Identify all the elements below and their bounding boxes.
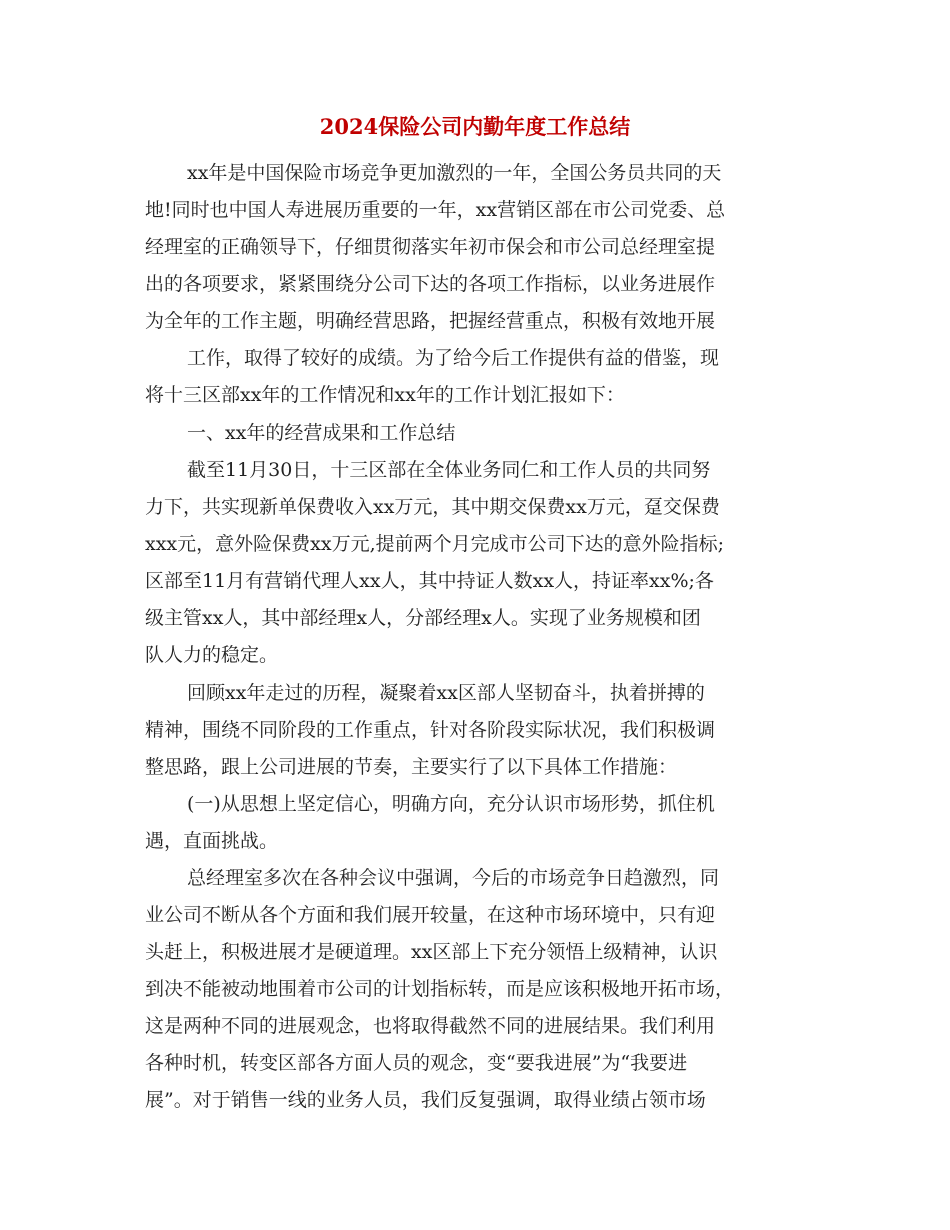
text-line-19: 遇，直面挑战。 (145, 830, 279, 852)
text-line-10: 力下，共实现新单保费收入xx万元，其中期交保费xx万元，趸交保费 (145, 496, 720, 518)
document-title: 2024保险公司内勤年度工作总结 (319, 114, 631, 139)
text-line-20: 总经理室多次在各种会议中强调，今后的市场竞争日趋激烈，同 (187, 867, 720, 889)
text-line-21: 业公司不断从各个方面和我们展开较量，在这种市场环境中，只有迎 (145, 904, 716, 926)
text-line-6: 工作，取得了较好的成绩。为了给今后工作提供有益的借鉴，现 (187, 347, 720, 369)
text-line-23: 到决不能被动地围着市公司的计划指标转，而是应该积极地开拓市场， (145, 978, 735, 1000)
text-line-13: 级主管xx人，其中部经理x人，分部经理x人。实现了业务规模和团 (145, 607, 701, 629)
text-line-4: 出的各项要求，紧紧围绕分公司下达的各项工作指标，以业务进展作 (145, 273, 716, 295)
subsection-heading-1: (一)从思想上坚定信心，明确方向，充分认识市场形势，抓住机 (187, 793, 715, 815)
text-line-11: xxx元，意外险保费xx万元,提前两个月完成市公司下达的意外险指标; (145, 533, 725, 555)
text-line-14: 队人力的稳定。 (145, 644, 279, 666)
text-line-25: 各种时机，转变区部各方面人员的观念，变“要我进展”为“我要进 (145, 1052, 688, 1074)
section-heading-1: 一、xx年的经营成果和工作总结 (187, 422, 456, 444)
text-line-5: 为全年的工作主题，明确经营思路，把握经营重点，积极有效地开展 (145, 310, 716, 332)
text-line-9: 截至11月30日，十三区部在全体业务同仁和工作人员的共同努 (187, 459, 711, 481)
text-line-17: 整思路，跟上公司进展的节奏，主要实行了以下具体工作措施： (145, 756, 678, 778)
text-line-26: 展”。对于销售一线的业务人员，我们反复强调，取得业绩占领市场 (145, 1089, 706, 1111)
text-line-24: 这是两种不同的进展观念，也将取得截然不同的进展结果。我们利用 (145, 1015, 716, 1037)
text-line-15: 回顾xx年走过的历程，凝聚着xx区部人坚韧奋斗，执着拼搏的 (187, 682, 705, 704)
text-line-1: xx年是中国保险市场竞争更加激烈的一年，全国公务员共同的天 (187, 162, 722, 184)
text-line-16: 精神，围绕不同阶段的工作重点，针对各阶段实际状况，我们积极调 (145, 719, 716, 741)
text-line-7: 将十三区部xx年的工作情况和xx年的工作计划汇报如下： (145, 384, 625, 406)
text-line-22: 头赶上，积极进展才是硬道理。xx区部上下充分领悟上级精神，认识 (145, 941, 718, 963)
text-line-12: 区部至11月有营销代理人xx人，其中持证人数xx人，持证率xx%;各 (145, 570, 714, 592)
text-line-3: 经理室的正确领导下，仔细贯彻落实年初市保会和市公司总经理室提 (145, 236, 716, 258)
text-line-2: 地!同时也中国人寿进展历重要的一年，xx营销区部在市公司党委、总 (145, 199, 726, 221)
